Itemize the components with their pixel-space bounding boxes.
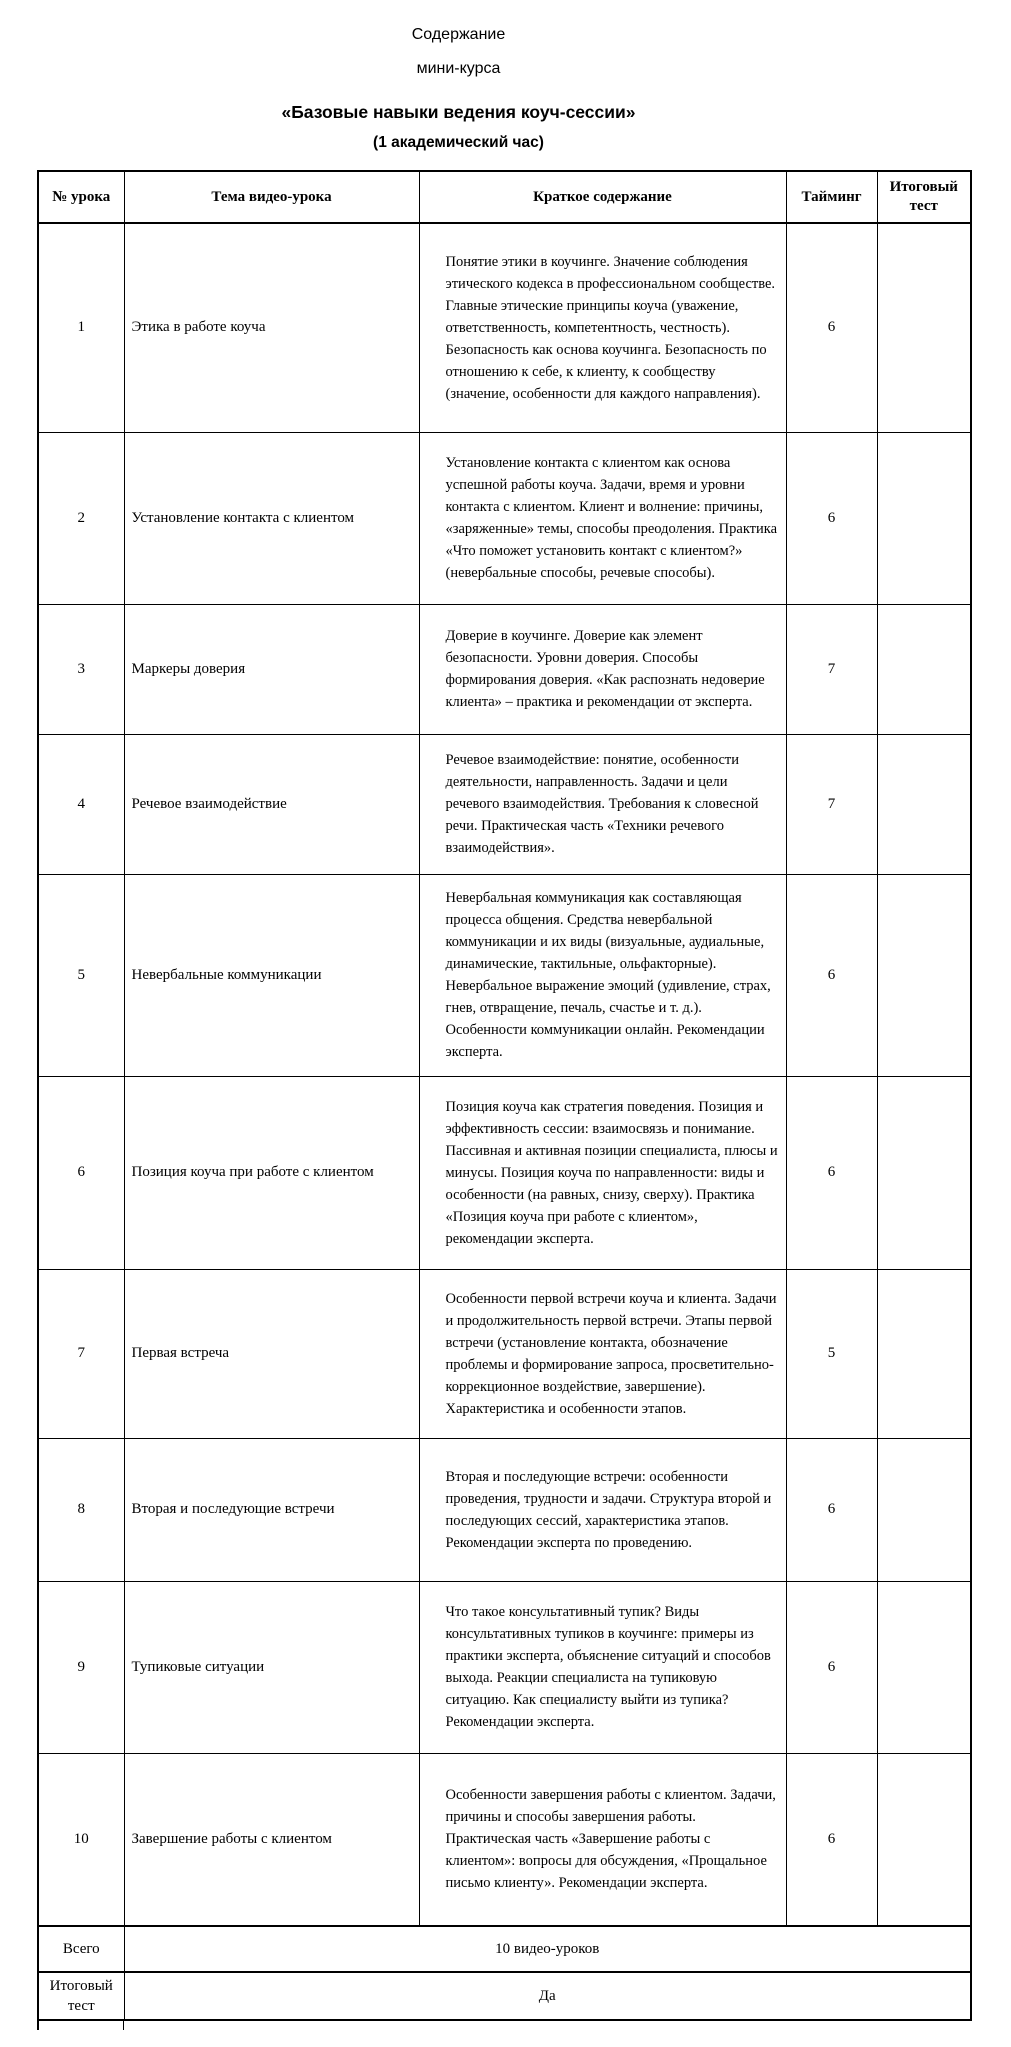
lesson-topic: Этика в работе коуча bbox=[124, 223, 419, 432]
lesson-final-test bbox=[877, 734, 971, 874]
course-duration: (1 академический час) bbox=[373, 134, 544, 151]
lesson-topic: Речевое взаимодействие bbox=[124, 734, 419, 874]
lesson-topic: Невербальные коммуникации bbox=[124, 874, 419, 1076]
lesson-topic: Завершение работы с клиентом bbox=[124, 1753, 419, 1926]
lesson-summary: Особенности первой встречи коуча и клиента. Задачи и продолжительность первой встречи. Этапы первой встречи (установление контакта, обозначение проблемы и формирование запроса, просветительно-коррекционное воздействие, завершение). Характеристика и особенности этапов. bbox=[419, 1269, 786, 1438]
lesson-timing: 6 bbox=[786, 1076, 877, 1269]
lesson-timing: 6 bbox=[786, 223, 877, 432]
lesson-timing: 5 bbox=[786, 1269, 877, 1438]
table-row bbox=[38, 432, 971, 604]
header-line-2: мини-курса bbox=[416, 60, 501, 77]
col-header-final-test: Итоговый тест bbox=[877, 171, 971, 223]
stub-border-left bbox=[37, 2021, 39, 2030]
lesson-topic: Установление контакта с клиентом bbox=[124, 432, 419, 604]
lesson-number: 4 bbox=[38, 734, 124, 874]
lesson-final-test bbox=[877, 1438, 971, 1581]
lesson-final-test bbox=[877, 874, 971, 1076]
lesson-topic: Маркеры доверия bbox=[124, 604, 419, 734]
lesson-number: 3 bbox=[38, 604, 124, 734]
table-row bbox=[38, 1438, 971, 1581]
table-row bbox=[38, 1753, 971, 1926]
lesson-final-test bbox=[877, 604, 971, 734]
lesson-number: 10 bbox=[38, 1753, 124, 1926]
lesson-timing: 7 bbox=[786, 734, 877, 874]
lesson-summary: Установление контакта с клиентом как основа успешной работы коуча. Задачи, время и уровни контакта с клиентом. Клиент и волнение: причины, «заряженные» темы, способы преодоления. Практика «Что поможет установить контакт с клиентом?» (невербальные способы, речевые способы). bbox=[419, 432, 786, 604]
lesson-summary: Особенности завершения работы с клиентом. Задачи, причины и способы завершения работы. Практическая часть «Завершение работы с клиентом»: вопросы для обсуждения, «Прощальное письмо клиенту». Рекомендации эксперта. bbox=[419, 1753, 786, 1926]
lesson-final-test bbox=[877, 1753, 971, 1926]
col-header-lesson-number: № урока bbox=[38, 171, 124, 223]
lesson-final-test bbox=[877, 432, 971, 604]
lesson-topic: Позиция коуча при работе с клиентом bbox=[124, 1076, 419, 1269]
lesson-timing: 7 bbox=[786, 604, 877, 734]
header-row bbox=[38, 171, 971, 223]
table-row bbox=[38, 604, 971, 734]
lesson-number: 6 bbox=[38, 1076, 124, 1269]
lesson-final-test bbox=[877, 1269, 971, 1438]
lesson-summary: Невербальная коммуникация как составляющая процесса общения. Средства невербальной коммуникации и их виды (визуальные, аудиальные, динамические, тактильные, ольфакторные). Невербальное выражение эмоций (удивление, страх, гнев, отвращение, печаль, счастье и т. д.). Особенности коммуникации онлайн. Рекомендации эксперта. bbox=[419, 874, 786, 1076]
table-body bbox=[38, 223, 971, 2020]
document-header bbox=[0, 0, 917, 154]
lesson-timing: 6 bbox=[786, 1438, 877, 1581]
table-row bbox=[38, 223, 971, 432]
stub-border-col1 bbox=[123, 2021, 124, 2030]
course-contents-table bbox=[37, 170, 972, 2021]
course-title: «Базовые навыки ведения коуч-сессии» bbox=[281, 102, 636, 122]
final-test-label: Итоговый тест bbox=[38, 1972, 124, 2020]
lesson-final-test bbox=[877, 223, 971, 432]
total-label: Всего bbox=[38, 1926, 124, 1972]
lesson-summary: Понятие этики в коучинге. Значение соблюдения этического кодекса в профессиональном сообществе. Главные этические принципы коуча (уважение, ответственность, компетентность, честность). Безопасность как основа коучинга. Безопасность по отношению к себе, к клиенту, к сообществу (значение, особенности для каждого направления). bbox=[419, 223, 786, 432]
table-row bbox=[38, 734, 971, 874]
lesson-summary: Что такое консультативный тупик? Виды консультативных тупиков в коучинге: примеры из практики эксперта, объяснение ситуаций и способов выхода. Реакции специалиста на тупиковую ситуацию. Как специалисту выйти из тупика? Рекомендации эксперта. bbox=[419, 1581, 786, 1753]
lesson-topic: Вторая и последующие встречи bbox=[124, 1438, 419, 1581]
lesson-number: 5 bbox=[38, 874, 124, 1076]
lesson-number: 1 bbox=[38, 223, 124, 432]
header-line-1: Содержание bbox=[411, 26, 506, 43]
lesson-topic: Первая встреча bbox=[124, 1269, 419, 1438]
lesson-final-test bbox=[877, 1581, 971, 1753]
total-value: 10 видео-уроков bbox=[124, 1926, 971, 1972]
final-test-value: Да bbox=[124, 1972, 971, 2020]
lesson-summary: Позиция коуча как стратегия поведения. Позиция и эффективность сессии: взаимосвязь и понимание. Пассивная и активная позиции специалиста, плюсы и минусы. Позиция коуча по направленности: виды и особенности (на равных, снизу, сверху). Практика «Позиция коуча при работе с клиентом», рекомендации эксперта. bbox=[419, 1076, 786, 1269]
lesson-number: 2 bbox=[38, 432, 124, 604]
table-row bbox=[38, 1581, 971, 1753]
cutoff-row-stub bbox=[37, 2021, 970, 2030]
col-header-topic: Тема видео-урока bbox=[124, 171, 419, 223]
col-header-timing: Тайминг bbox=[786, 171, 877, 223]
final-test-row bbox=[38, 1972, 971, 2020]
lesson-summary: Доверие в коучинге. Доверие как элемент безопасности. Уровни доверия. Способы формирования доверия. «Как распознать недоверие клиента» – практика и рекомендации от эксперта. bbox=[419, 604, 786, 734]
lesson-timing: 6 bbox=[786, 874, 877, 1076]
lesson-timing: 6 bbox=[786, 1753, 877, 1926]
table-row bbox=[38, 1269, 971, 1438]
lesson-final-test bbox=[877, 1076, 971, 1269]
total-row bbox=[38, 1926, 971, 1972]
table-header bbox=[38, 171, 971, 223]
lesson-timing: 6 bbox=[786, 1581, 877, 1753]
lesson-topic: Тупиковые ситуации bbox=[124, 1581, 419, 1753]
lesson-timing: 6 bbox=[786, 432, 877, 604]
table-row bbox=[38, 1076, 971, 1269]
lesson-summary: Речевое взаимодействие: понятие, особенности деятельности, направленность. Задачи и цели речевого взаимодействия. Требования к словесной речи. Практическая часть «Техники речевого взаимодействия». bbox=[419, 734, 786, 874]
lesson-number: 7 bbox=[38, 1269, 124, 1438]
lesson-number: 9 bbox=[38, 1581, 124, 1753]
lesson-number: 8 bbox=[38, 1438, 124, 1581]
lesson-summary: Вторая и последующие встречи: особенности проведения, трудности и задачи. Структура второй и последующих сессий, характеристика этапов. Рекомендации эксперта по проведению. bbox=[419, 1438, 786, 1581]
table-row bbox=[38, 874, 971, 1076]
col-header-summary: Краткое содержание bbox=[419, 171, 786, 223]
